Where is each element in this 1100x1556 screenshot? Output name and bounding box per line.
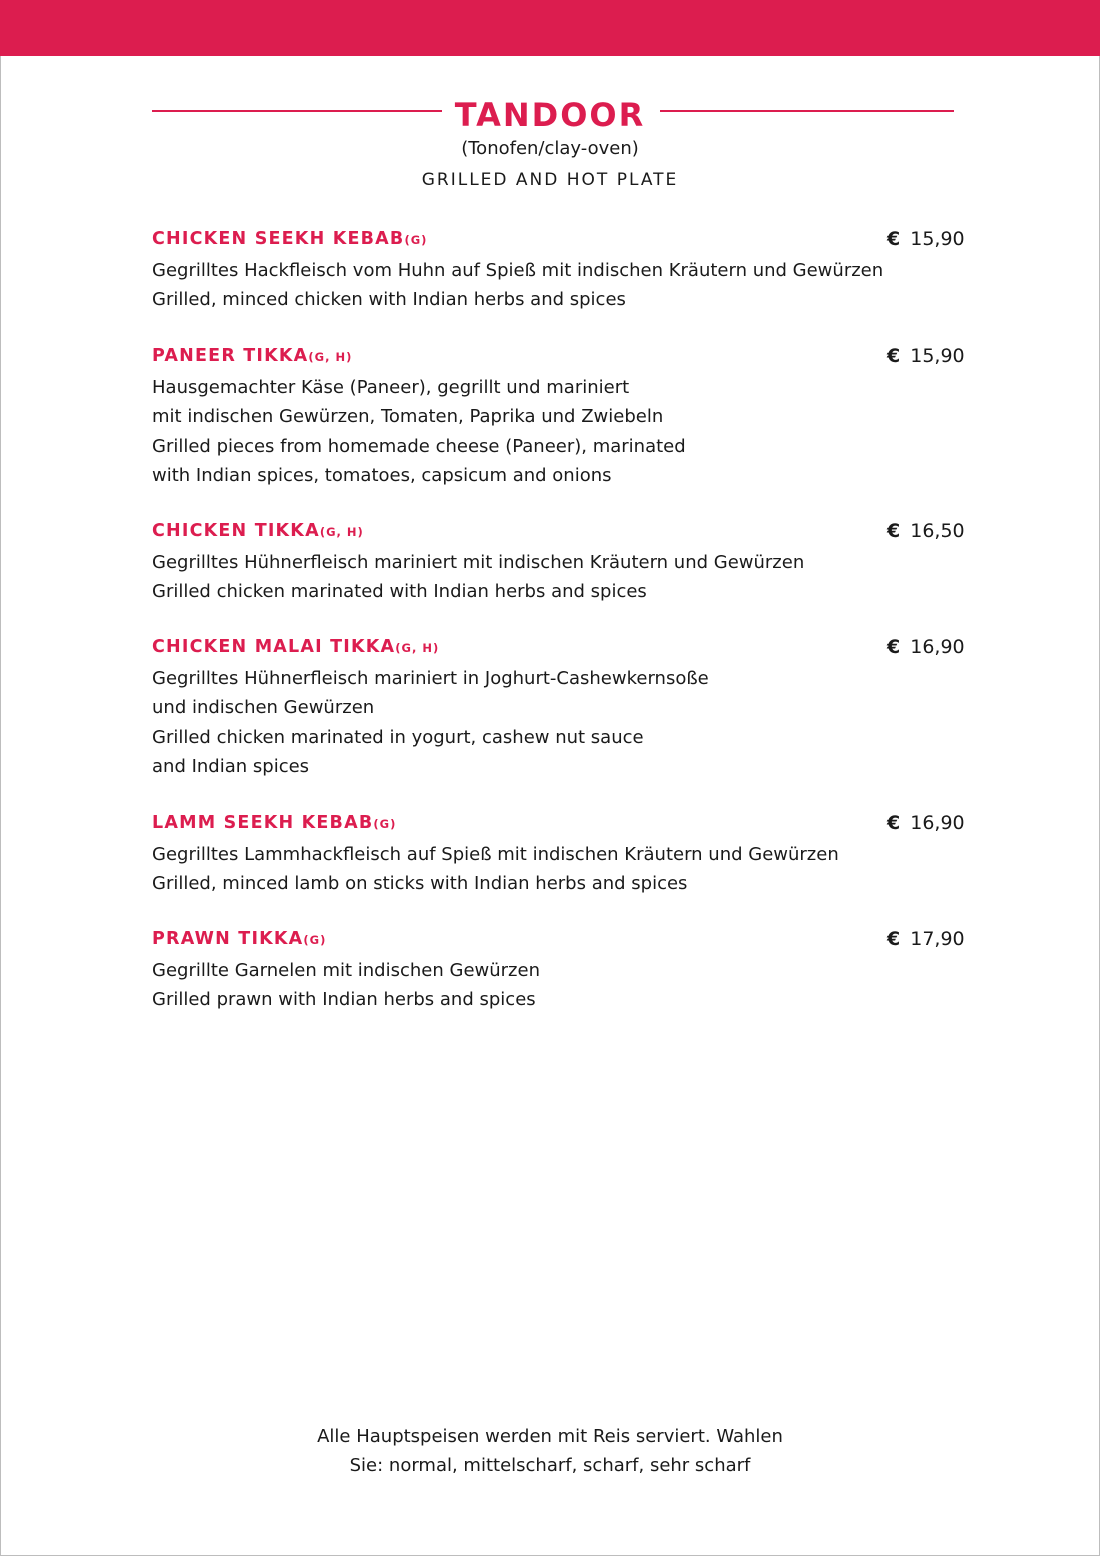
description-line: Gegrilltes Hühnerfleisch mariniert in Joghurt-Cashewkernsoße bbox=[152, 668, 709, 689]
menu-item-name: PANEER TIKKA bbox=[152, 346, 309, 366]
description-line: Gegrillte Garnelen mit indischen Gewürzen bbox=[152, 960, 540, 981]
description-line: Gegrilltes Hühnerfleisch mariniert mit indischen Kräutern und Gewürzen bbox=[152, 552, 805, 573]
menu-item bbox=[152, 636, 972, 781]
description-line: and Indian spices bbox=[152, 755, 310, 777]
menu-item-allergens: (G, H) bbox=[319, 525, 364, 539]
menu-item-description bbox=[152, 548, 972, 607]
description-line: Gegrilltes Lammhackfleisch auf Spieß mit indischen Kräutern und Gewürzen bbox=[152, 844, 839, 865]
menu-item bbox=[152, 520, 972, 607]
description-line: Hausgemachter Käse (Paneer), gegrillt und mariniert bbox=[152, 377, 630, 398]
menu-item-description bbox=[152, 256, 972, 315]
menu-item-price bbox=[887, 636, 965, 658]
menu-item-price bbox=[887, 928, 965, 950]
euro-sign: € bbox=[887, 520, 901, 542]
menu-item-name: CHICKEN MALAI TIKKA bbox=[152, 637, 396, 657]
menu-item-name: PRAWN TIKKA bbox=[152, 929, 304, 949]
menu-item-allergens: (G) bbox=[373, 817, 397, 831]
menu-item-description bbox=[152, 373, 972, 490]
menu-item-description bbox=[152, 956, 972, 1015]
menu-item-price bbox=[887, 812, 965, 834]
description-line: Grilled, minced lamb on sticks with Indian herbs and spices bbox=[152, 873, 688, 895]
euro-sign: € bbox=[887, 812, 901, 834]
top-accent-bar bbox=[0, 0, 1100, 56]
menu-item-price bbox=[887, 228, 965, 250]
menu-item-name: LAMM SEEKH KEBAB bbox=[152, 813, 374, 833]
description-line: Grilled pieces from homemade cheese (Paneer), marinated bbox=[152, 435, 686, 457]
price-value: 16,50 bbox=[910, 520, 965, 542]
description-line: Grilled prawn with Indian herbs and spices bbox=[152, 989, 536, 1011]
footer-line: Alle Hauptspeisen werden mit Reis serviert. Wahlen bbox=[317, 1426, 783, 1447]
menu-item-description bbox=[152, 840, 972, 899]
section-tagline: GRILLED AND HOT PLATE bbox=[421, 170, 679, 190]
euro-sign: € bbox=[887, 228, 901, 250]
menu-item-allergens: (G, H) bbox=[395, 641, 440, 655]
price-value: 15,90 bbox=[910, 228, 965, 250]
menu-item bbox=[152, 812, 972, 899]
menu-item-price bbox=[887, 345, 965, 367]
euro-sign: € bbox=[887, 345, 901, 367]
footer-line: Sie: normal, mittelscharf, scharf, sehr scharf bbox=[349, 1455, 751, 1476]
menu-item-allergens: (G, H) bbox=[308, 350, 353, 364]
euro-sign: € bbox=[887, 928, 901, 950]
description-line: Grilled chicken marinated in yogurt, cashew nut sauce bbox=[152, 726, 644, 748]
description-line: und indischen Gewürzen bbox=[152, 697, 375, 719]
footer-note bbox=[0, 1422, 1100, 1480]
menu-item-allergens: (G) bbox=[303, 933, 327, 947]
price-value: 15,90 bbox=[910, 345, 965, 367]
menu-item bbox=[152, 228, 972, 315]
menu-item-allergens: (G) bbox=[404, 233, 428, 247]
menu-item bbox=[152, 928, 972, 1015]
price-value: 16,90 bbox=[910, 636, 965, 658]
description-line: with Indian spices, tomatoes, capsicum and onions bbox=[152, 464, 612, 486]
menu-item-name: CHICKEN SEEKH KEBAB bbox=[152, 229, 405, 249]
price-value: 17,90 bbox=[910, 928, 965, 950]
menu-item-price bbox=[887, 520, 965, 542]
menu-item-description bbox=[152, 664, 972, 781]
menu-item-name: CHICKEN TIKKA bbox=[152, 521, 320, 541]
price-value: 16,90 bbox=[910, 812, 965, 834]
description-line: Grilled chicken marinated with Indian herbs and spices bbox=[152, 581, 647, 603]
menu-item bbox=[152, 345, 972, 490]
section-title: TANDOOR bbox=[454, 96, 646, 134]
description-line: Gegrilltes Hackfleisch vom Huhn auf Spieß mit indischen Kräutern und Gewürzen bbox=[152, 260, 884, 281]
description-line: Grilled, minced chicken with Indian herbs and spices bbox=[152, 289, 626, 311]
euro-sign: € bbox=[887, 636, 901, 658]
section-subtitle: (Tonofen/clay-oven) bbox=[461, 138, 639, 159]
description-line: mit indischen Gewürzen, Tomaten, Paprika und Zwiebeln bbox=[152, 406, 664, 428]
